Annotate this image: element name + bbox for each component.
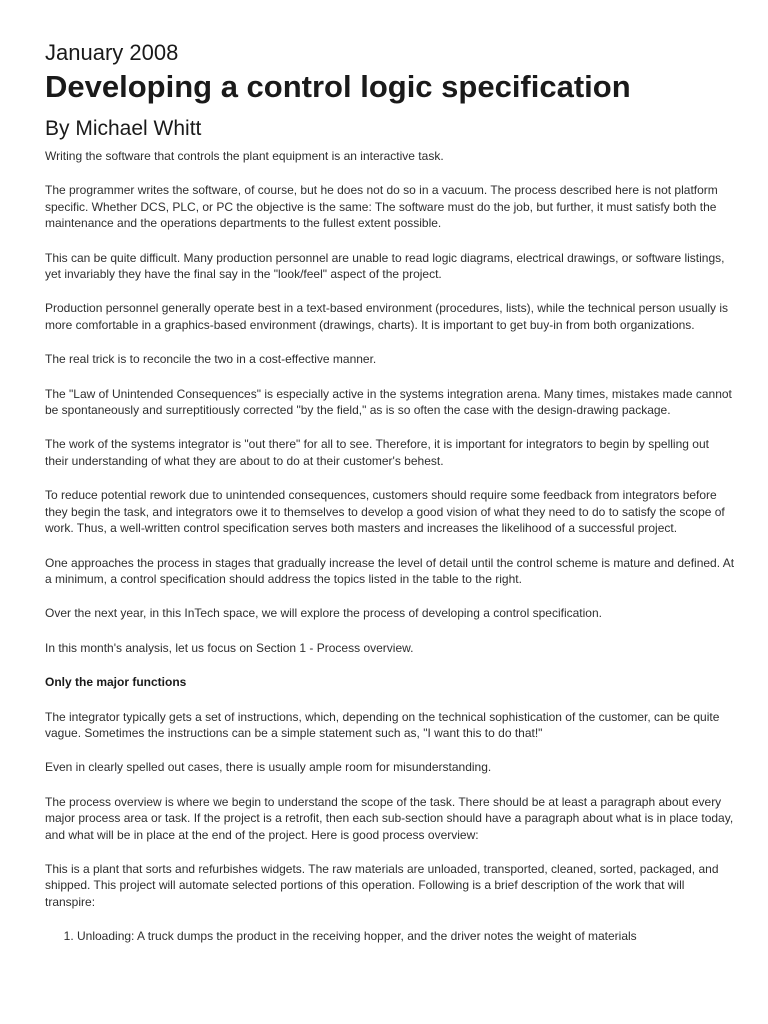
paragraph: The "Law of Unintended Consequences" is especially active in the systems integration arena. Many times, mistakes made cannot be spontaneously and surreptitiously corrected "by the field," as is so often the case with the design-drawing package. — [45, 386, 732, 418]
paragraph: The process overview is where we begin to understand the scope of the task. There should be at least a paragraph about every major process area or task. If the project is a retrofit, then each sub-section should have a paragraph about what is in place today, and what will be in place at the end of the project. Here is good process overview: — [45, 794, 734, 842]
paragraph: This can be quite difficult. Many production personnel are unable to read logic diagrams, electrical drawings, or software listings, yet invariably they have the final say in the "look/feel" aspect of the project. — [45, 250, 725, 282]
article — [45, 40, 735, 945]
paragraph: The real trick is to reconcile the two in a cost-effective manner. — [45, 352, 377, 367]
section-subheading: Only the major functions — [45, 675, 187, 690]
list-item: 1. Unloading: A truck dumps the product in the receiving hopper, and the driver notes the weight of materials — [77, 928, 735, 944]
paragraph: To reduce potential rework due to unintended consequences, customers should require some feedback from integrators before they begin the task, and integrators owe it to themselves to develop a good vision of what they need to do to satisfy the scope of work. Thus, a well-written control specification serves both masters and increases the likelihood of a successful project. — [45, 488, 725, 536]
paragraph: The programmer writes the software, of course, but he does not do so in a vacuum. The process described here is not platform specific. Whether DCS, PLC, or PC the objective is the same: The software must do the job, but further, it must satisfy both the maintenance and the operations departments to the fullest extent possible. — [45, 183, 718, 231]
article-body — [45, 148, 735, 945]
paragraph: Over the next year, in this InTech space, we will explore the process of developing a control specification. — [45, 606, 602, 621]
paragraph: One approaches the process in stages that gradually increase the level of detail until the control scheme is mature and defined. At a minimum, a control specification should address the topics listed in the table to the right. — [45, 555, 735, 586]
paragraph: Production personnel generally operate best in a text-based environment (procedures, lists), while the technical person usually is more comfortable in a graphics-based environment (drawings, charts). It is important to get buy-in from both organizations. — [45, 301, 729, 332]
article-title: Developing a control logic specification — [45, 69, 631, 104]
article-byline: By Michael Whitt — [45, 117, 202, 140]
paragraph: The work of the systems integrator is "out there" for all to see. Therefore, it is important for integrators to begin by spelling out their understanding of what they are about to do at their customer's behest. — [45, 437, 709, 468]
article-date: January 2008 — [45, 40, 179, 65]
paragraph: This is a plant that sorts and refurbishes widgets. The raw materials are unloaded, transported, cleaned, sorted, packaged, and shipped. This project will automate selected portions of this operation. Following is a brief description of the work that will transpire: — [45, 861, 719, 909]
numbered-list — [45, 928, 735, 944]
paragraph: Even in clearly spelled out cases, there is usually ample room for misunderstanding. — [45, 760, 492, 775]
paragraph: The integrator typically gets a set of instructions, which, depending on the technical sophistication of the customer, can be quite vague. Sometimes the instructions can be a simple statement such as, "I want this to do that!" — [45, 709, 720, 740]
paragraph: Writing the software that controls the plant equipment is an interactive task. — [45, 149, 444, 163]
paragraph: In this month's analysis, let us focus on Section 1 - Process overview. — [45, 640, 414, 655]
